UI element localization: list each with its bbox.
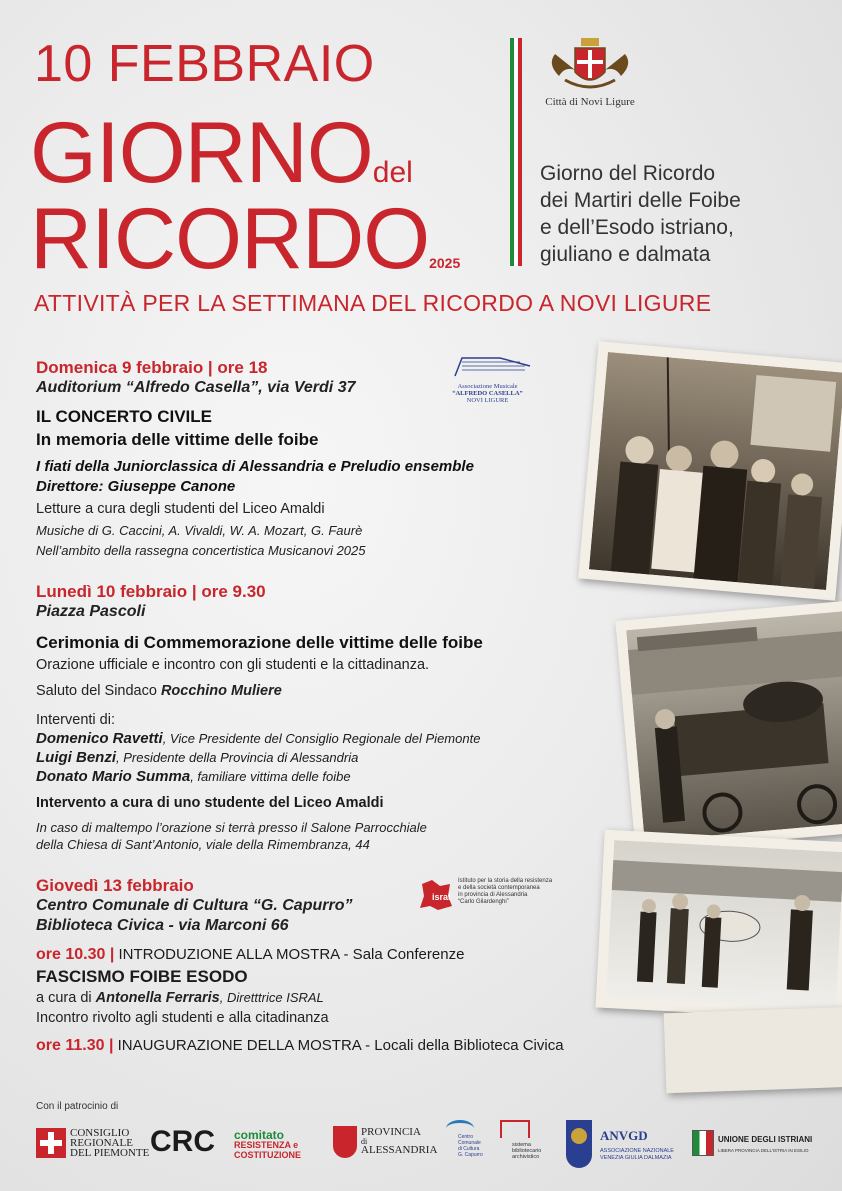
event3-exhibit-title: FASCISMO FOIBE ESODO <box>36 967 248 986</box>
event3-audience: Incontro rivolto agli studenti e alla citadinanza <box>36 1010 329 1026</box>
speaker-name: Luigi Benzi <box>36 749 116 766</box>
consiglio-line: DEL PIEMONTE <box>70 1147 150 1159</box>
associazione-casella-logo <box>440 356 535 402</box>
event2-title: Cerimonia di Commemorazione delle vittime delle foibe <box>36 633 483 652</box>
event2-place: Piazza Pascoli <box>36 603 146 620</box>
speaker-role: , familiare vittima delle foibe <box>190 769 351 784</box>
event1-readings: Letture a cura degli studenti del Liceo Amaldi <box>36 501 325 517</box>
centro-line: G. Capurro <box>458 1152 483 1158</box>
event1-place: Auditorium “Alfredo Casella”, via Verdi 37 <box>36 379 356 396</box>
title-line-1 <box>30 105 413 201</box>
event2-speakers <box>36 729 480 786</box>
patronage-label: Con il patrocinio di <box>36 1101 119 1112</box>
speaker-item <box>36 767 480 786</box>
commemoration-line: giuliano e dalmata <box>540 243 711 266</box>
speaker-name: Donato Mario Summa <box>36 768 191 785</box>
event1-title: IL CONCERTO CIVILE <box>36 407 213 426</box>
commemoration-line: Giorno del Ricordo <box>540 162 716 185</box>
event1-performers: I fiati della Juniorclassica di Alessandria e Preludio ensemble <box>36 458 474 475</box>
event3-curator-role: , Diretttrice ISRAL <box>219 990 324 1005</box>
event2-weather-note-1: In caso di maltempo l’orazione si terrà presso il Salone Parrocchiale <box>36 820 427 835</box>
centro-line: Centro <box>458 1134 474 1140</box>
title-year: 2025 <box>429 255 461 271</box>
historic-photo-1 <box>578 341 842 601</box>
anvgd-sub-line: VENEZIA GIULIA DALMAZIA <box>600 1155 672 1161</box>
unione-shield-icon <box>692 1130 714 1156</box>
commemoration-line: dei Martiri delle Foibe <box>540 189 741 212</box>
sistema-line: sistema <box>512 1142 531 1148</box>
event3-time-1-hour: ore 10.30 | <box>36 946 115 963</box>
isral-logo <box>418 878 578 914</box>
historic-photo-3 <box>596 830 842 1021</box>
unione-name: UNIONE DEGLI ISTRIANI <box>718 1135 813 1144</box>
anvgd-shield-icon <box>566 1120 592 1168</box>
historic-photo-2 <box>615 600 842 852</box>
isral-logo-line: “Carlo Gilardenghi” <box>458 899 509 905</box>
consiglio-line: CONSIGLIO <box>70 1127 130 1139</box>
comitato-line: COSTITUZIONE <box>234 1150 301 1160</box>
title-line-2 <box>30 191 461 287</box>
event3-time-2-hour: ore 11.30 | <box>36 1037 114 1054</box>
comitato-line: comitato <box>234 1128 285 1142</box>
comitato-logo <box>234 1130 301 1160</box>
speaker-item <box>36 748 480 767</box>
event1-series: Nell’ambito della rassegna concertistica Musicanovi 2025 <box>36 543 366 558</box>
provincia-line: PROVINCIA <box>361 1126 421 1138</box>
event3-date: Giovedì 13 febbraio <box>36 876 194 895</box>
casella-logo-line: Associazione Musicale <box>457 383 518 390</box>
event3-time-1-text: INTRODUZIONE ALLA MOSTRA - Sala Conferenze <box>114 946 465 963</box>
anvgd-name: ANVGD <box>600 1128 648 1143</box>
speaker-name: Domenico Ravetti <box>36 730 163 747</box>
event2-student: Intervento a cura di uno studente del Liceo Amaldi <box>36 795 384 811</box>
event3-time-2 <box>36 1037 564 1055</box>
crc-logo: CRC <box>150 1125 215 1158</box>
event2-speakers-label: Interventi di: <box>36 712 115 728</box>
consiglio-line: REGIONALE <box>70 1137 133 1149</box>
centro-line: Comunale <box>458 1140 481 1146</box>
event1-director: Direttore: Giuseppe Canone <box>36 478 236 495</box>
event2-mayor-prefix: Saluto del Sindaco <box>36 683 161 699</box>
casella-logo-line: “ALFREDO CASELLA” <box>452 390 523 397</box>
isral-logo-line: Istituto per la storia della resistenza <box>458 878 553 884</box>
italian-flag-stripe <box>510 38 522 266</box>
event3-time-1 <box>36 946 464 964</box>
isral-logo-line: e della società contemporanea <box>458 885 540 891</box>
provincia-line: ALESSANDRIA <box>361 1144 438 1156</box>
sistema-line: archivistico <box>512 1154 540 1160</box>
unione-sub: LIBERA PROVINCIA DELL’ISTRIA IN ESILIO <box>718 1148 809 1153</box>
subtitle: ATTIVITÀ PER LA SETTIMANA DEL RICORDO A NOVI LIGURE <box>34 290 712 316</box>
event3-curator-prefix: a cura di <box>36 990 96 1006</box>
casella-logo-line: NOVI LIGURE <box>466 397 509 404</box>
title-word-del: del <box>372 156 413 189</box>
title-word-ricordo: RICORDO <box>30 191 430 287</box>
speaker-role: , Vice Presidente del Consiglio Regionale del Piemonte <box>162 731 481 746</box>
provincia-line: di <box>361 1137 368 1146</box>
event1-subtitle: In memoria delle vittime delle foibe <box>36 430 319 449</box>
historic-photo-4 <box>664 1007 842 1094</box>
comitato-line: RESISTENZA e <box>234 1140 299 1150</box>
isral-logo-line: in provincia di Alessandria <box>458 892 528 898</box>
consiglio-shield-icon <box>36 1128 66 1158</box>
event2-mayor <box>36 683 282 699</box>
speaker-item <box>36 729 480 748</box>
event3-place-1: Centro Comunale di Cultura “G. Capurro” <box>36 897 353 914</box>
title-word-giorno: GIORNO <box>30 105 373 201</box>
provincia-shield-icon <box>333 1126 357 1158</box>
city-crest-icon <box>545 36 635 96</box>
event3-place-2: Biblioteca Civica - via Marconi 66 <box>36 917 289 934</box>
commemoration-text <box>540 160 741 268</box>
centro-line: di Cultura <box>458 1146 480 1152</box>
speaker-role: , Presidente della Provincia di Alessandria <box>116 750 359 765</box>
event2-mayor-name: Rocchino Muliere <box>160 683 282 699</box>
event-date-heading: 10 FEBBRAIO <box>34 35 375 93</box>
event2-weather-note-2: della Chiesa di Sant’Antonio, viale della Rimembranza, 44 <box>36 837 370 852</box>
commemoration-line: e dell’Esodo istriano, <box>540 216 734 239</box>
city-label: Città di Novi Ligure <box>545 96 635 108</box>
isral-name: isral <box>432 892 451 902</box>
sistema-line: bibliotecario <box>512 1148 542 1154</box>
event2-oration: Orazione ufficiale e incontro con gli studenti e la cittadinanza. <box>36 657 430 673</box>
event3-time-2-text: INAUGURAZIONE DELLA MOSTRA - Locali della Biblioteca Civica <box>113 1037 564 1054</box>
sistema-icon <box>500 1120 530 1138</box>
event3-curator-name: Antonella Ferraris <box>95 990 220 1006</box>
event2-date: Lunedì 10 febbraio | ore 9.30 <box>36 582 266 601</box>
event1-music: Musiche di G. Caccini, A. Vivaldi, W. A. Mozart, G. Faurè <box>36 523 363 538</box>
event3-curator <box>36 990 324 1006</box>
event1-date: Domenica 9 febbraio | ore 18 <box>36 358 268 377</box>
anvgd-sub-line: ASSOCIAZIONE NAZIONALE <box>600 1148 674 1154</box>
